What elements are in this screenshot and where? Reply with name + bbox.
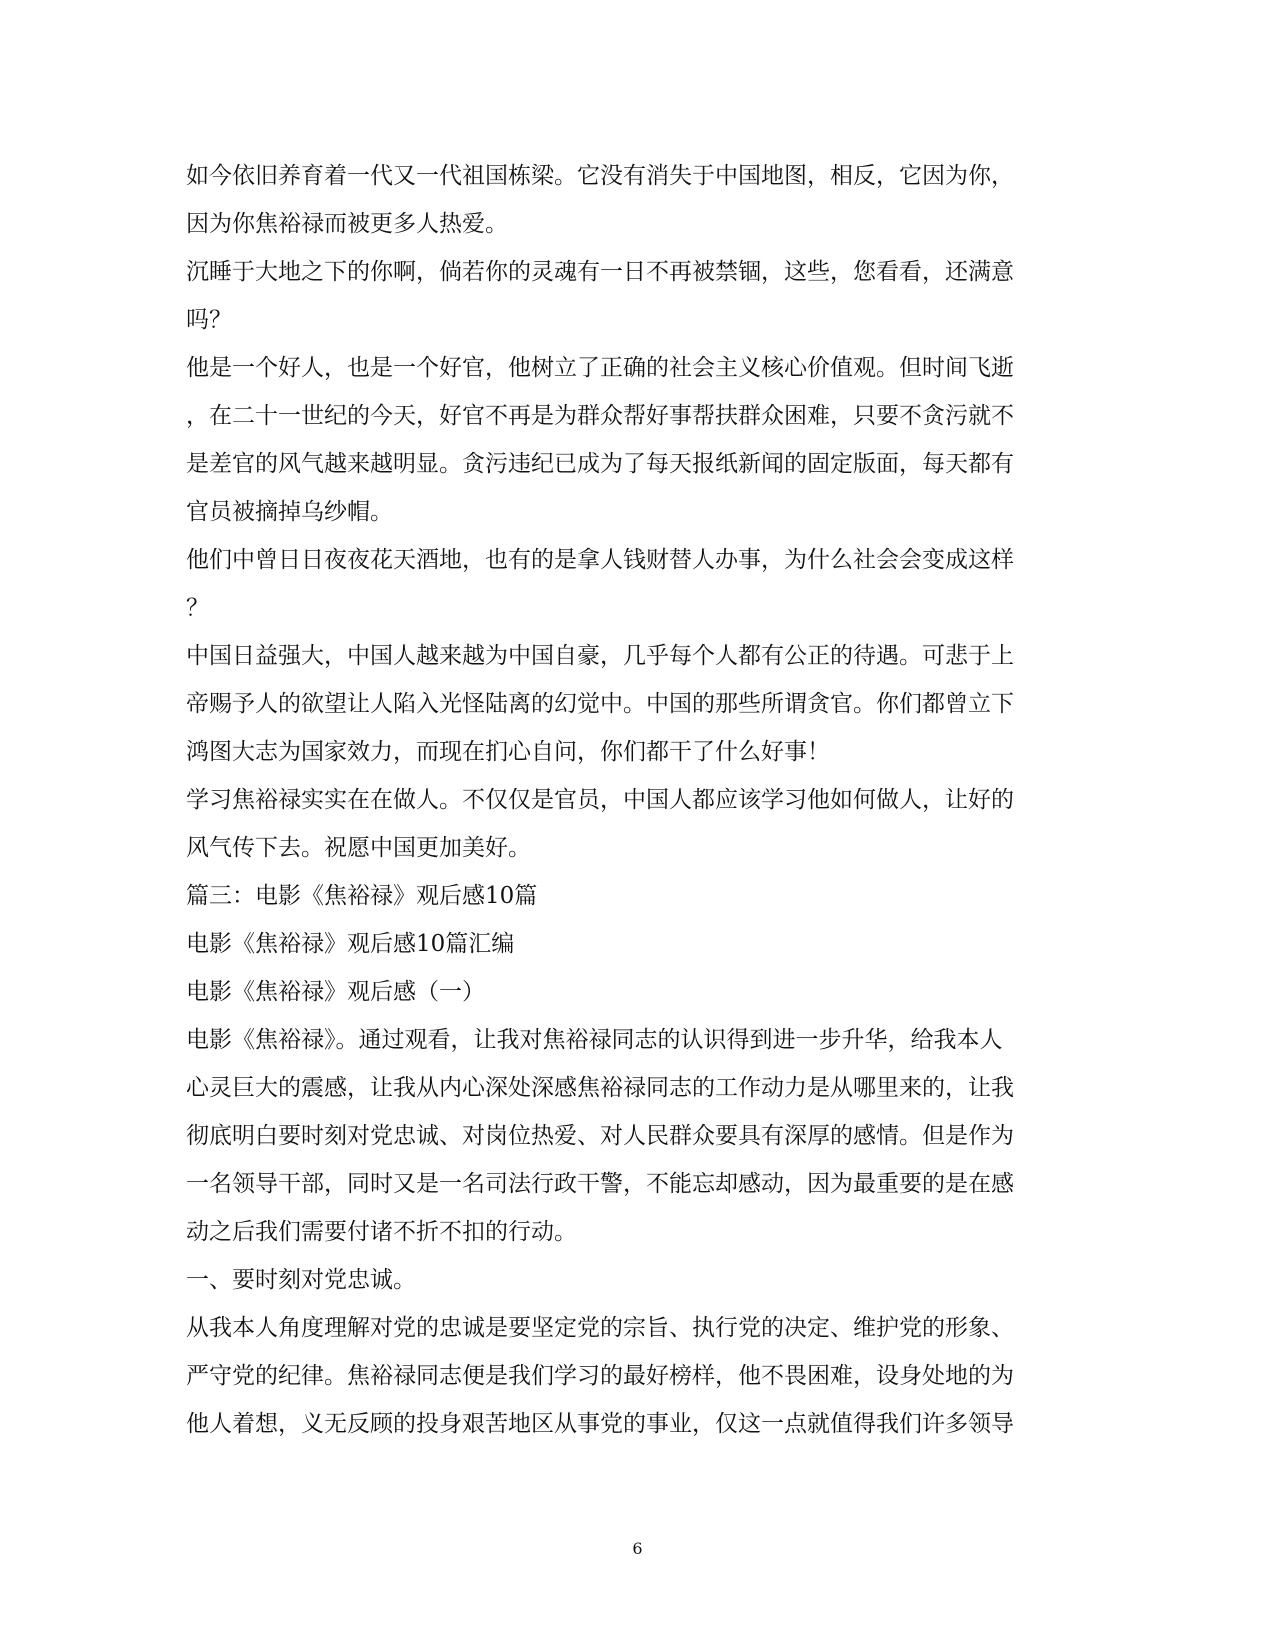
text-line: 动之后我们需要付诸不折不扣的行动。 (186, 1219, 577, 1245)
text-line: 学习焦裕禄实实在在做人。不仅仅是官员，中国人都应该学习他如何做人，让好的 (186, 787, 1014, 813)
text-line: 沉睡于大地之下的你啊，倘若你的灵魂有一日不再被禁锢，这些，您看看，还满意 (186, 259, 1014, 285)
text-line: 他是一个好人，也是一个好官，他树立了正确的社会主义核心价值观。但时间飞逝 (186, 355, 1014, 381)
text-line: 吗？ (186, 307, 232, 333)
text-line: 心灵巨大的震感，让我从内心深处深感焦裕禄同志的工作动力是从哪里来的，让我 (186, 1075, 1014, 1101)
text-line: 他人着想，义无反顾的投身艰苦地区从事党的事业，仅这一点就值得我们许多领导 (186, 1411, 1014, 1437)
section-heading: 一、要时刻对党忠诚。 (186, 1267, 416, 1293)
text-line: 一名领导干部，同时又是一名司法行政干警，不能忘却感动，因为最重要的是在感 (186, 1171, 1014, 1197)
section-heading: 篇三：电影《焦裕禄》观后感10篇 (186, 883, 538, 909)
text-line: 电影《焦裕禄》。通过观看，让我对焦裕禄同志的认识得到进一步升华，给我本人 (186, 1027, 1003, 1053)
text-line: 严守党的纪律。焦裕禄同志便是我们学习的最好榜样，他不畏困难，设身处地的为 (186, 1363, 1014, 1389)
text-line: 风气传下去。祝愿中国更加美好。 (186, 835, 531, 861)
text-line: 是差官的风气越来越明显。贪污违纪已成为了每天报纸新闻的固定版面，每天都有 (186, 451, 1014, 477)
text-line: 帝赐予人的欲望让人陷入光怪陆离的幻觉中。中国的那些所谓贪官。你们都曾立下 (186, 691, 1014, 717)
text-line: 鸿图大志为国家效力，而现在扪心自问，你们都干了什么好事！ (186, 739, 830, 765)
text-line: 从我本人角度理解对党的忠诚是要坚定党的宗旨、执行党的决定、维护党的形象、 (186, 1315, 1014, 1341)
section-heading: 电影《焦裕禄》观后感10篇汇编 (186, 931, 515, 957)
body-text (186, 152, 1088, 1448)
page-number: 6 (632, 1539, 643, 1558)
text-line: 中国日益强大，中国人越来越为中国自豪，几乎每个人都有公正的待遇。可悲于上 (186, 643, 1014, 669)
text-line: 因为你焦裕禄而被更多人热爱。 (186, 211, 508, 237)
text-line: 彻底明白要时刻对党忠诚、对岗位热爱、对人民群众要具有深厚的感情。但是作为 (186, 1123, 1014, 1149)
text-line: ？ (186, 595, 209, 621)
text-line: 他们中曾日日夜夜花天酒地，也有的是拿人钱财替人办事，为什么社会会变成这样 (186, 547, 1014, 573)
text-line: ，在二十一世纪的今天，好官不再是为群众帮好事帮扶群众困难，只要不贪污就不 (186, 403, 1014, 429)
text-line: 官员被摘掉乌纱帽。 (186, 499, 393, 525)
section-heading: 电影《焦裕禄》观后感（一） (186, 979, 485, 1005)
text-line: 如今依旧养育着一代又一代祖国栋梁。它没有消失于中国地图，相反，它因为你， (186, 163, 1014, 189)
